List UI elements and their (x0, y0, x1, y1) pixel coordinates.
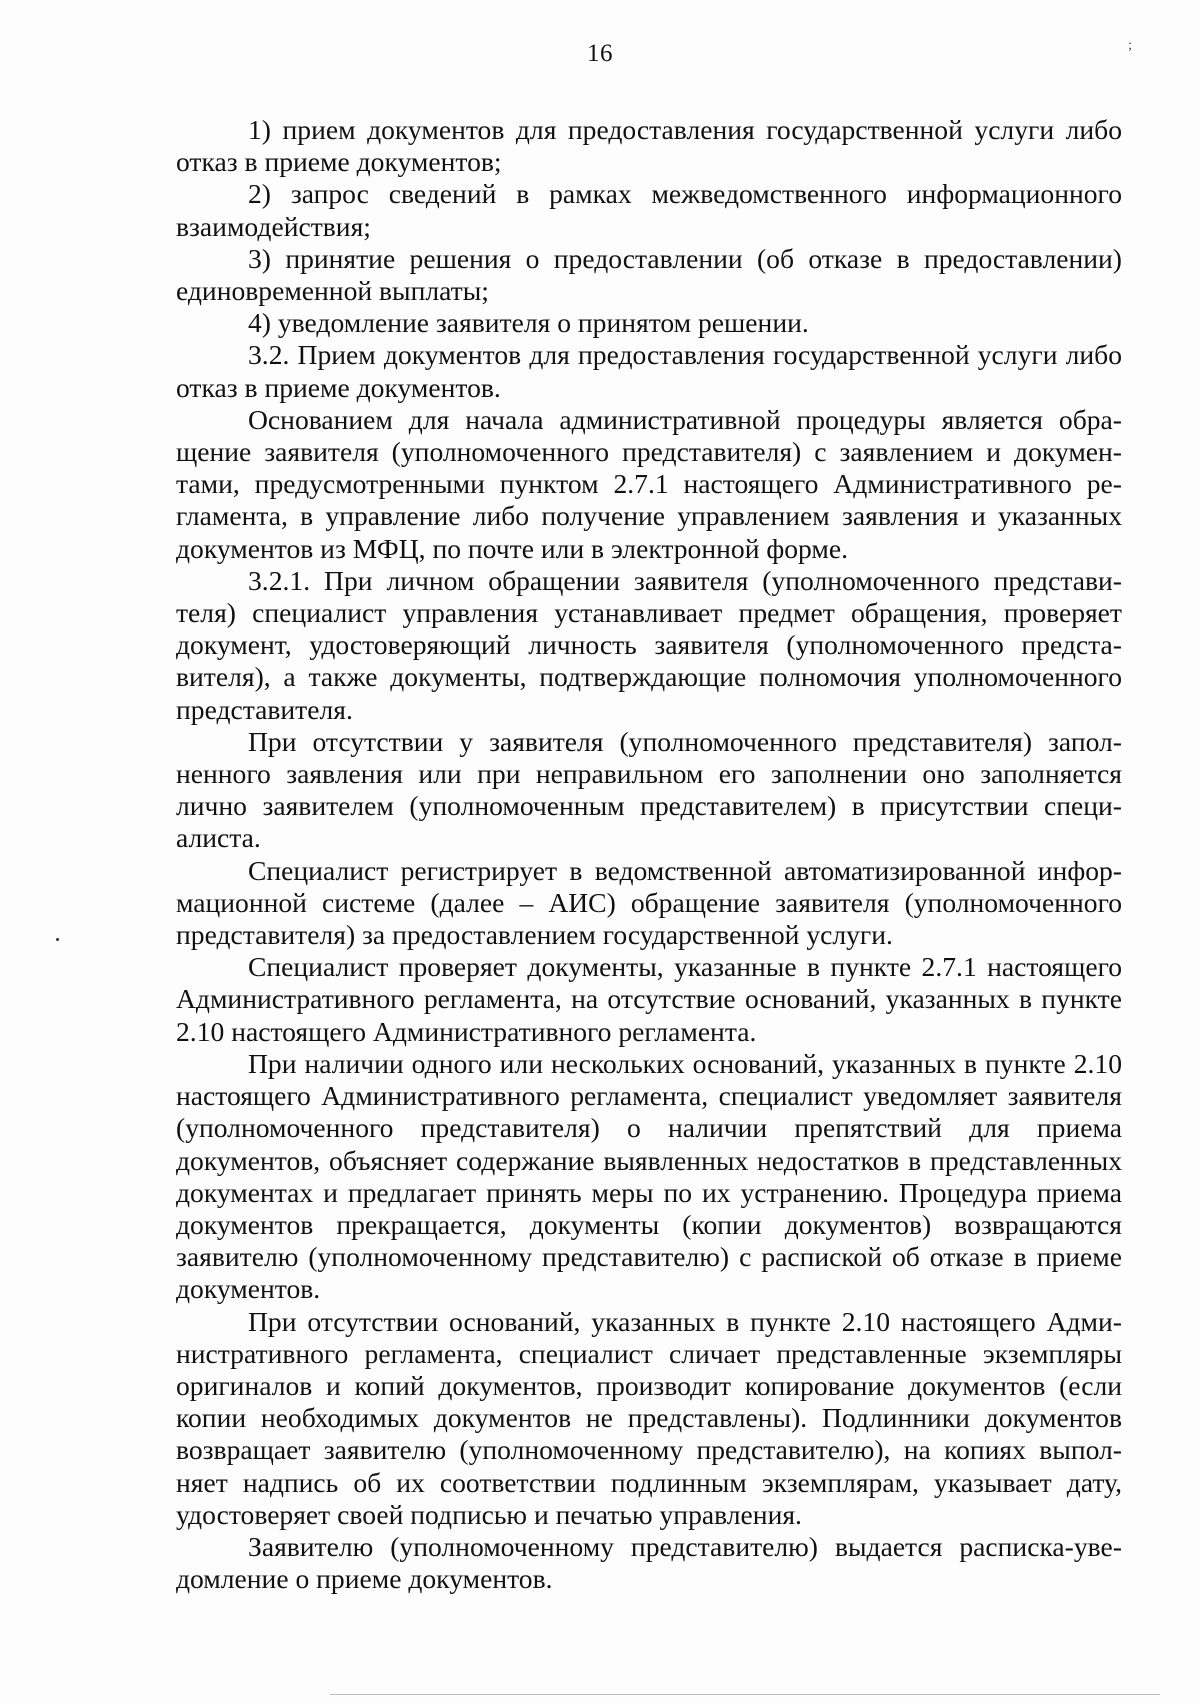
paragraph-document-check: Специалист проверяет документы, указанные в пункте 2.7.1 настоящего Административного регламента, на отсутствие оснований, указанных в пункте 2.10 настоящего Административного регламента. (176, 951, 1122, 1047)
paragraph-basis: Основанием для начала административной процедуры является обращение заявителя (уполномоченного представителя) с заявлением и документами, предусмотренными пунктом 2.7.1 настоящего Административного регламента, в управление либо получение управлением заявления и указанных документов из МФЦ, по почте или в электронной форме. (176, 403, 1122, 564)
paragraph-section-3-2-1: 3.2.1. При личном обращении заявителя (уполномоченного представителя) специалист управления устанавливает предмет обращения, проверяет документ, удостоверяющий личность заявителя (уполномоченного представителя), а также документы, подтверждающие полномочия уполномоченного представителя. (176, 564, 1122, 725)
paragraph-item-2: 2) запрос сведений в рамках межведомственного информационного взаимодействия; (176, 178, 1122, 242)
paragraph-grounds-absent: При отсутствии оснований, указанных в пункте 2.10 настоящего Административного регламента, специалист сличает представленные экземпляры оригиналов и копий документов, производит копирование документов (если копии необходимых документов не представлены). Подлинники документов возвращает заявителю (уполномоченному представителю), на копиях выполняет надпись об их соответствии подлинным экземплярам, указывает дату, удостоверяет своей подписью и печатью управления. (176, 1305, 1122, 1530)
scan-speck (56, 938, 59, 941)
paragraph-absent-application: При отсутствии у заявителя (уполномоченного представителя) заполненного заявления или при неправильном его заполнении оно заполняется лично заявителем (уполномоченным представителем) в присутствии специалиста. (176, 725, 1122, 854)
paragraph-receipt: Заявителю (уполномоченному представителю) выдается расписка-уведомление о приеме документов. (176, 1530, 1122, 1595)
paragraph-section-3-2: 3.2. Прием документов для предоставления государственной услуги либо отказ в приеме документов. (176, 339, 1122, 403)
corner-mark: ; (1128, 38, 1132, 53)
page-number: 16 (587, 40, 613, 67)
paragraph-item-3: 3) принятие решения о предоставлении (об отказе в предоставлении) единовременной выплаты; (176, 242, 1122, 307)
document-body (176, 114, 1122, 1595)
paragraph-grounds-present: При наличии одного или нескольких оснований, указанных в пункте 2.10 настоящего Административного регламента, специалист уведомляет заявителя (уполномоченного представителя) о наличии препятствий для приема документов, объясняет содержание выявленных недостатков в представленных документах и предлагает принять меры по их устранению. Процедура приема документов прекращается, документы (копии документов) возвращаются заявителю (уполномоченному представителю) с распиской об отказе в приеме документов. (176, 1047, 1122, 1305)
paragraph-registration: Специалист регистрирует в ведомственной автоматизированной информационной системе (далее – АИС) обращение заявителя (уполномоченного представителя) за предоставлением государственной услуги. (176, 854, 1122, 951)
paragraph-item-4: 4) уведомление заявителя о принятом решении. (248, 307, 809, 339)
scan-edge-line (330, 1694, 1160, 1695)
paragraph-item-1: 1) прием документов для предоставления государственной услуги либо отказ в приеме документов; (176, 114, 1122, 178)
